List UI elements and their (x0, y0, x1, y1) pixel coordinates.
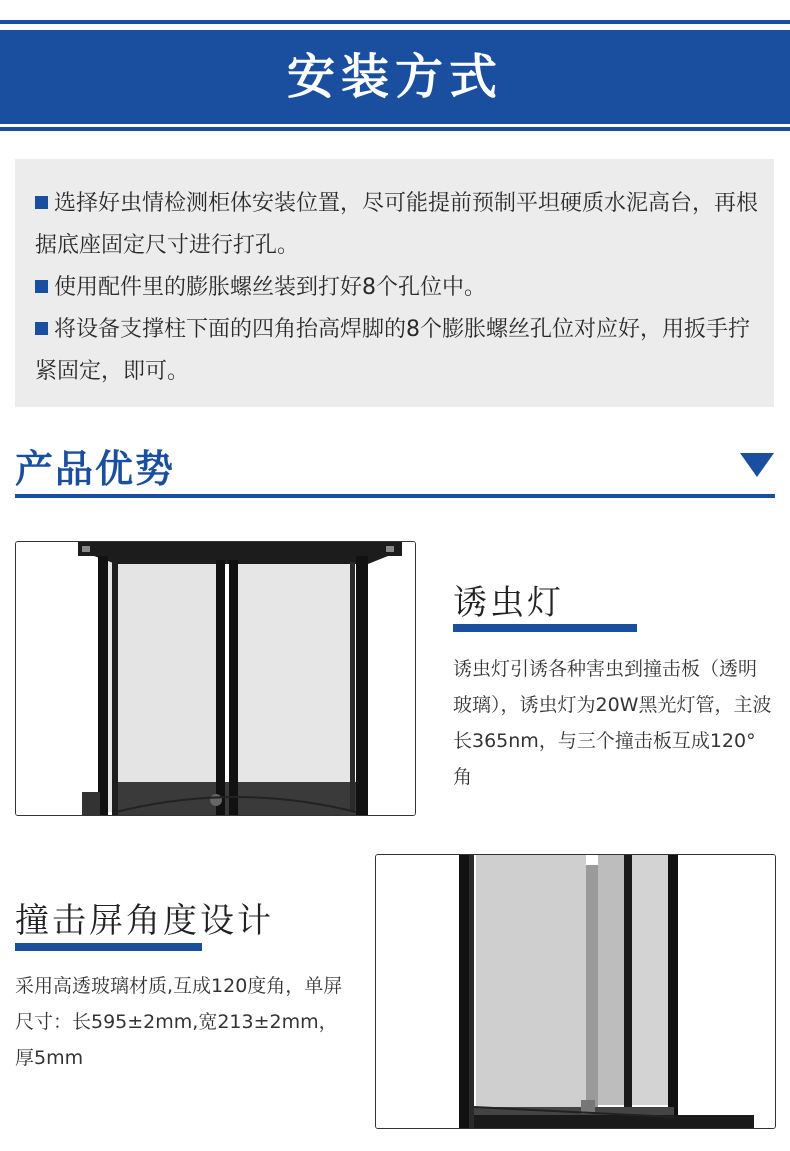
feature-title-lamp: 诱虫灯 (453, 583, 564, 623)
square-bullet-icon (35, 280, 48, 293)
page-title: 安装方式 (286, 49, 503, 105)
section-underline (15, 494, 775, 498)
feature-bar-lamp (453, 624, 637, 632)
screen-product-image (375, 854, 776, 1129)
install-step (35, 183, 760, 267)
cabinet-illustration (376, 855, 775, 1128)
install-instructions (15, 159, 774, 407)
install-step-text: 选择好虫情检测柜体安装位置，尽可能提前预制平坦硬质水泥高台，再根据底座固定尺寸进行打孔。 (35, 191, 759, 258)
feature-desc-screen: 采用高透玻璃材质,互成120度角，单屏尺寸：长595±2mm,宽213±2mm，厚5mm (15, 975, 343, 1069)
square-bullet-icon (35, 322, 48, 335)
install-step (35, 309, 760, 393)
section-title: 产品优势 (15, 447, 176, 491)
feature-title-screen: 撞击屏角度设计 (15, 901, 274, 941)
triangle-down-icon (740, 453, 774, 477)
cabinet-illustration (16, 542, 415, 815)
square-bullet-icon (35, 196, 48, 209)
install-step-text: 使用配件里的膨胀螺丝装到打好8个孔位中。 (54, 275, 486, 300)
feature-bar-screen (15, 943, 202, 951)
feature-desc-lamp: 诱虫灯引诱各种害虫到撞击板（透明玻璃），诱虫灯为20W黑光灯管，主波长365nm，与三个撞击板互成120°角 (453, 658, 772, 788)
install-step (35, 267, 760, 309)
install-step-text: 将设备支撑柱下面的四角抬高焊脚的8个膨胀螺丝孔位对应好，用扳手拧紧固定，即可。 (35, 317, 750, 384)
banner-bottom-line (0, 127, 790, 131)
lamp-product-image (15, 541, 416, 816)
banner-top-line (0, 20, 790, 24)
